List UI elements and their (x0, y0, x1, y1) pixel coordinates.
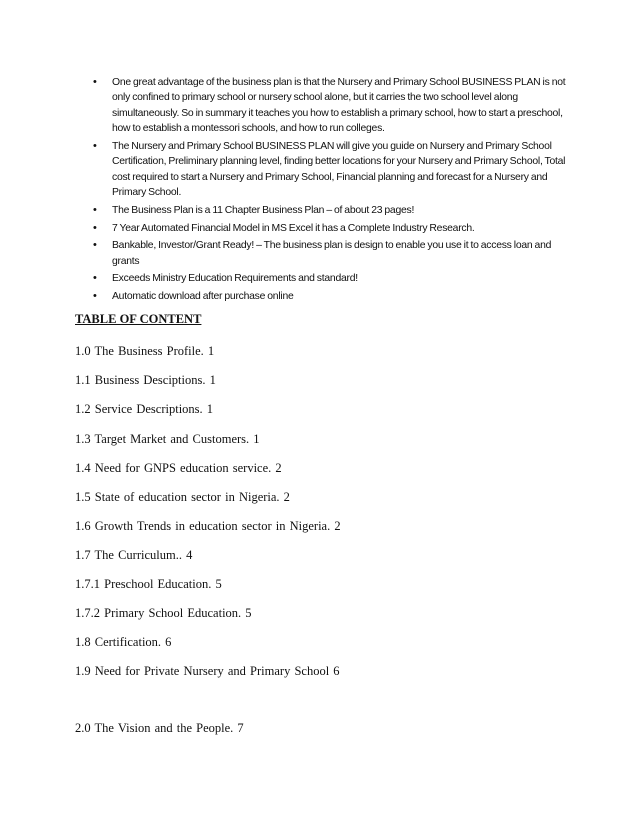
toc-entry: 1.2 Service Descriptions. 1 (75, 402, 214, 416)
bullet-item: • The Business Plan is a 11 Chapter Business Plan – of about 23 pages! (112, 203, 572, 218)
toc-entry: 1.4 Need for GNPS education service. 2 (75, 461, 282, 475)
bullet-item: • One great advantage of the business plan is that the Nursery and Primary School BUSINESS PLAN is not only confined to primary school or nursery school alone, but it carries the two school level along simultaneously. So in summary it teaches you how to establish a primary school, how to start a preschool, how to establish a montessori schools, and how to run colleges. (112, 75, 572, 137)
toc-entry: 1.8 Certification. 6 (75, 635, 172, 649)
toc-entry: 1.0 The Business Profile. 1 (75, 344, 215, 358)
bullet-item: • Bankable, Investor/Grant Ready! – The business plan is design to enable you use it to access loan and grants (112, 238, 572, 269)
bullet-item: • The Nursery and Primary School BUSINESS PLAN will give you guide on Nursery and Primary School Certification, Preliminary planning level, finding better locations for your Nursery and Primary School, Total cost required to start a Nursery and Primary School, Financial planning and forecast for a Nursery and Primary School. (112, 139, 572, 201)
bullet-item: • 7 Year Automated Financial Model in MS Excel it has a Complete Industry Research. (112, 221, 572, 236)
toc-entry: 1.7.2 Primary School Education. 5 (75, 606, 252, 620)
toc-entry: 1.5 State of education sector in Nigeria. 2 (75, 490, 290, 504)
toc-entry: 1.7.1 Preschool Education. 5 (75, 577, 222, 591)
toc-entry: 2.0 The Vision and the People. 7 (75, 721, 244, 735)
toc-entry: 1.9 Need for Private Nursery and Primary School 6 (75, 664, 340, 678)
toc-entry: 1.1 Business Desciptions. 1 (75, 373, 216, 387)
toc-entry: 1.6 Growth Trends in education sector in Nigeria. 2 (75, 519, 341, 533)
bullet-item: • Exceeds Ministry Education Requirements and standard! (112, 271, 572, 286)
toc-entry: 1.3 Target Market and Customers. 1 (75, 432, 260, 446)
bullet-item: • Automatic download after purchase online (112, 289, 572, 304)
feature-bullet-list (112, 75, 572, 307)
toc-title: TABLE OF CONTENT (75, 312, 202, 326)
toc-entry: 1.7 The Curriculum.. 4 (75, 548, 193, 562)
